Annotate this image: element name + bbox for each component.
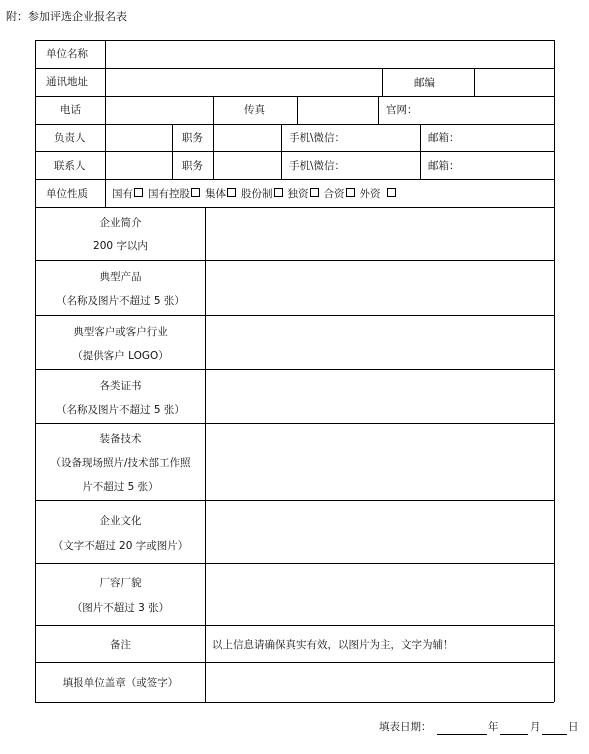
intro-label: 企业简介: [99, 217, 142, 229]
stamp-label: 填报单位盖章（或签字）: [62, 677, 179, 689]
day-blank[interactable]: [542, 734, 567, 735]
factory-label: 厂容厂貌: [99, 577, 142, 589]
nature-label: 单位性质: [46, 188, 88, 200]
certificates-note: （名称及图片不超过 5 张）: [56, 404, 185, 416]
postcode-field[interactable]: [475, 69, 553, 95]
equipment-field[interactable]: [206, 424, 553, 499]
year-blank[interactable]: [437, 734, 487, 735]
company-name-label: 单位名称: [46, 48, 88, 60]
address-label: 通讯地址: [46, 76, 88, 88]
leader-field[interactable]: [106, 125, 171, 150]
contact-mobile-label: 手机\微信：: [289, 160, 346, 172]
fax-label: 传真: [244, 104, 265, 116]
remarks-label: 备注: [110, 639, 131, 651]
products-label: 典型产品: [99, 271, 142, 283]
products-field[interactable]: [206, 261, 553, 314]
leader-position-field[interactable]: [214, 125, 280, 150]
nature-option[interactable]: 外资: [360, 186, 396, 201]
customers-note: （提供客户 LOGO）: [72, 350, 169, 362]
checkbox-icon: [346, 188, 355, 197]
phone-label: 电话: [60, 104, 81, 116]
culture-note: （文字不超过 20 字或图片）: [52, 540, 189, 552]
checkbox-icon: [310, 188, 319, 197]
month-blank[interactable]: [500, 734, 528, 735]
intro-field[interactable]: [206, 208, 553, 259]
fax-field[interactable]: [298, 97, 377, 123]
nature-options: [112, 183, 396, 203]
products-note: （名称及图片不超过 5 张）: [56, 295, 185, 307]
website-field[interactable]: [420, 97, 553, 123]
contact-label: 联系人: [54, 160, 86, 172]
address-field[interactable]: [106, 69, 381, 95]
checkbox-icon: [227, 188, 236, 197]
certificates-field[interactable]: [206, 370, 553, 422]
nature-option[interactable]: 国有控股: [148, 186, 200, 201]
day-label: 日: [568, 721, 579, 733]
contact-position-field[interactable]: [214, 152, 280, 178]
culture-field[interactable]: [206, 501, 553, 562]
fill-date-label: 填表日期：: [379, 721, 432, 733]
contact-email-label: 邮箱：: [428, 160, 460, 172]
month-label: 月: [530, 721, 541, 733]
intro-note: 200 字以内: [93, 240, 148, 252]
leader-label: 负责人: [54, 132, 86, 144]
leader-position-label: 职务: [182, 132, 203, 144]
checkbox-icon: [191, 188, 200, 197]
culture-label: 企业文化: [99, 515, 142, 527]
contact-field[interactable]: [106, 152, 171, 178]
customers-field[interactable]: [206, 316, 553, 368]
checkbox-icon: [134, 188, 143, 197]
nature-option[interactable]: 国有: [112, 186, 143, 201]
checkbox-icon: [274, 188, 283, 197]
company-name-field[interactable]: [106, 41, 553, 67]
leader-email-label: 邮箱：: [428, 132, 460, 144]
certificates-label: 各类证书: [99, 380, 142, 392]
nature-option[interactable]: 集体: [205, 186, 236, 201]
contact-position-label: 职务: [182, 160, 203, 172]
checkbox-icon: [387, 188, 396, 197]
nature-option[interactable]: 股份制: [241, 186, 283, 201]
page-heading: 附：参加评选企业报名表: [6, 10, 127, 23]
year-label: 年: [488, 721, 499, 733]
factory-field[interactable]: [206, 564, 553, 624]
stamp-field[interactable]: [206, 663, 553, 701]
remarks-text: 以上信息请确保真实有效，以图片为主，文字为辅！: [212, 639, 454, 651]
website-label: 官网：: [386, 104, 418, 116]
factory-note: （图片不超过 3 张）: [71, 602, 170, 614]
postcode-label: 邮编: [414, 77, 435, 89]
nature-option[interactable]: 合资: [324, 186, 355, 201]
equipment-note-cont: 片不超过 5 张）: [82, 481, 159, 493]
phone-field[interactable]: [106, 97, 212, 123]
equipment-label: 装备技术: [99, 433, 142, 445]
nature-option[interactable]: 独资: [288, 186, 319, 201]
leader-mobile-label: 手机\微信：: [289, 132, 346, 144]
equipment-note: （设备现场照片/技术部工作照: [50, 457, 191, 469]
customers-label: 典型客户或客户行业: [73, 326, 168, 338]
